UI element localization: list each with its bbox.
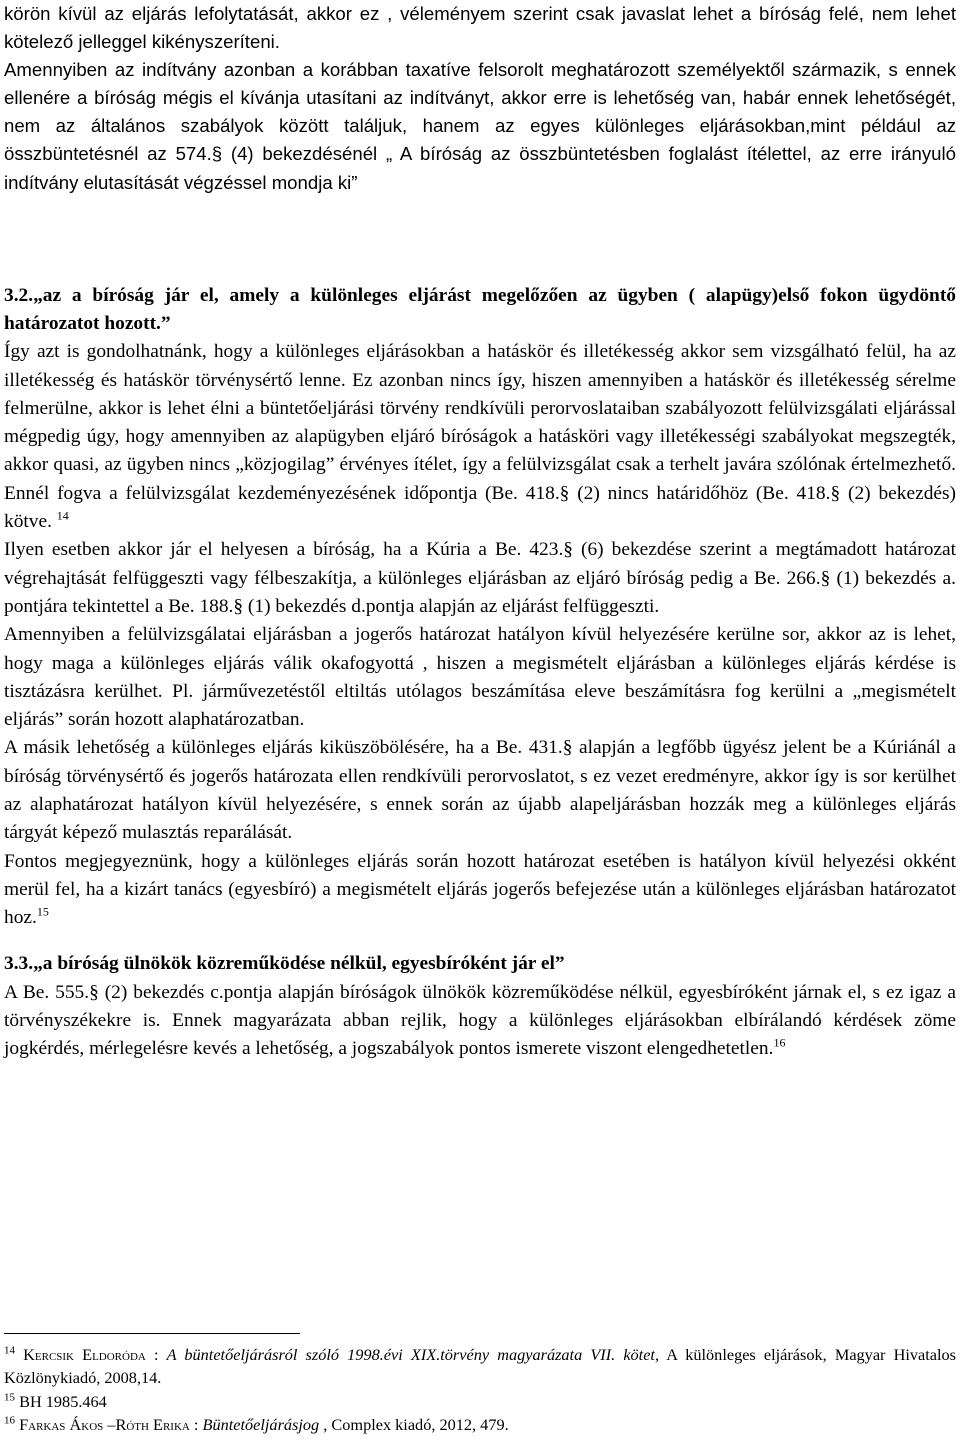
footnote-rest: , Complex kiadó, 2012, 479. xyxy=(319,1414,509,1434)
paragraph-excluded-council xyxy=(4,848,956,933)
footnote-title: Büntetőeljárásjog xyxy=(202,1414,320,1434)
footnote-rest: , A különleges eljárások, Magyar Hivatalos Közlönykiadó, 2008,14. xyxy=(4,1345,956,1388)
footnote-14 xyxy=(4,1343,956,1390)
section-heading-3-2: 3.2.„az a bíróság jár el, amely a különleges eljárást megelőzően az ügyben ( alapügy)első fokon ügydöntő határozatot hozott.” xyxy=(4,284,956,334)
paragraph-jurisdiction-text: Így azt is gondolhatnánk, hogy a különleges eljárásokban a hatáskör és illetékesség akkor sem vizsgálható felül, ha az illetékesség és hatáskör törvénysértő lenne. Ez azonban nincs így, hiszen amennyiben a hatáskör és illetékesség sérelme felmerülne, akkor is lehet élni a büntetőeljárási törvény rendkívüli perorvoslataiban szabályozott felülvizsgálati eljárással mégpedig úgy, hogy amennyiben az alapügyben eljáró bíróságok a hatásköri vagy illetékességi szabályokat megszegték, akkor quasi, az ügyben nincs „közjogilag” érvényes ítélet, így a felülvizsgálat csak a terhelt javára szólónak értelmezhető. Ennél fogva a felülvizsgálat kezdeményezésének időpontja (Be. 418.§ (2) nincs határidőhöz (Be. 418.§ (2) bekezdés) kötve. xyxy=(4,341,956,533)
footnotes xyxy=(4,1343,956,1436)
document-page xyxy=(4,0,956,1064)
paragraph-excluded-council-text: Fontos megjegyeznünk, hogy a különleges eljárás során hozott határozat esetében is hatályon kívül helyezési okként merül fel, ha a kizárt tanács (egyesbíró) a megismételt eljárás jogerős befejezése után a különleges eljárásban határozatot hoz. xyxy=(4,850,956,929)
footnote-ref-14[interactable]: 14 xyxy=(56,508,69,523)
footnote-separator xyxy=(4,1333,300,1334)
blank-space xyxy=(4,932,956,950)
paragraph-prosecutor-remedy: A másik lehetőség a különleges eljárás kiküszöbölésére, ha a Be. 431.§ alapján a legfőbb ügyész jelent be a Kúriánál a bíróság törvénysértő és jogerős határozata ellen rendkívüli perorvoslatot, s ez vezet eredményre, akkor így is sor kerülhet az alaphatározat hatályon kívül helyezésére, s ennek során az újabb alapeljárásban hozzák meg a különleges eljárás tárgyát képező mulasztás reparálását. xyxy=(4,737,956,844)
footnote-16 xyxy=(4,1413,956,1436)
footnote-title: A büntetőeljárásról szóló 1998.évi XIX.törvény magyarázata VII. kötet xyxy=(166,1345,655,1364)
footnote-number: 15 xyxy=(4,1391,15,1404)
section-heading-3-3: 3.3.„a bíróság ülnökök közreműködése nélkül, egyesbíróként jár el” xyxy=(4,953,565,975)
paragraph-indictment-rejection: Amennyiben az indítvány azonban a korábban taxatíve felsorolt meghatározott személyektől származik, s ennek ellenére a bíróság mégis el kívánja utasítani az indítványt, akkor erre is lehetőség van, habár ennek lehetőségét, nem az általános szabályok között találjuk, hanem az egyes különleges eljárásokban,mint például az összbüntetésnél az 574.§ (4) bekezdésénél „ A bíróság az összbüntetésben foglalást ítélettel, az erre irányuló indítvány elutasítását végzéssel mondja ki” xyxy=(4,59,956,193)
footnote-author: Farkas Ákos –Róth Erika xyxy=(19,1414,190,1434)
paragraph-continued: körön kívül az eljárás lefolytatását, akkor ez , véleményem szerint csak javaslat lehet a bíróság felé, nem lehet kötelező jelleggel kikényszeríteni. xyxy=(4,3,956,53)
paragraph-review-procedure: Amennyiben a felülvizsgálatai eljárásban a jogerős határozat hatályon kívül helyezésére kerülne sor, akkor az is lehet, hogy maga a különleges eljárás válik okafogyottá , hiszen a megismételt eljárásban a különleges eljárás kérdése is tisztázásra kerülhet. Pl. járművezetéstől eltiltás utólagos beszámítása eleve beszámításra fog kerülni a „megismételt eljárás” során hozott alaphatározatban. xyxy=(4,624,956,731)
footnote-separator-text: : xyxy=(189,1414,203,1434)
footnote-ref-15[interactable]: 15 xyxy=(36,904,49,919)
footnote-number: 14 xyxy=(4,1344,15,1357)
blank-space xyxy=(4,197,956,282)
footnote-15 xyxy=(4,1390,956,1413)
footnote-text: BH 1985.464 xyxy=(19,1391,107,1411)
footnote-separator-text: : xyxy=(145,1345,167,1364)
paragraph-single-judge xyxy=(4,979,956,1064)
paragraph-single-judge-text: A Be. 555.§ (2) bekezdés c.pontja alapján bíróságok ülnökök közreműködése nélkül, egyesbíróként járnak el, s ez igaz a törvényszékekre is. Ennek magyarázata abban rejlik, hogy a különleges eljárásokban elbírálandó kérdések zöme jogkérdés, mérlegelésre kevés a lehetőség, a jogszabályok pontos ismerete viszont elengedhetetlen. xyxy=(4,981,956,1060)
footnote-number: 16 xyxy=(4,1414,15,1427)
footnote-ref-16[interactable]: 16 xyxy=(773,1035,786,1050)
footnote-author: Kercsik Eldoróda xyxy=(23,1345,146,1364)
paragraph-jurisdiction xyxy=(4,338,956,536)
paragraph-kuria-suspension: Ilyen esetben akkor jár el helyesen a bíróság, ha a Kúria a Be. 423.§ (6) bekezdése szerint a megtámadott határozat végrehajtását felfüggeszti vagy félbeszakítja, a különleges eljárásban az eljáró bíróság pedig a Be. 266.§ (1) bekezdés a. pontjára tekintettel a Be. 188.§ (1) bekezdés d.pontja alapján az eljárást felfüggeszti. xyxy=(4,539,956,617)
